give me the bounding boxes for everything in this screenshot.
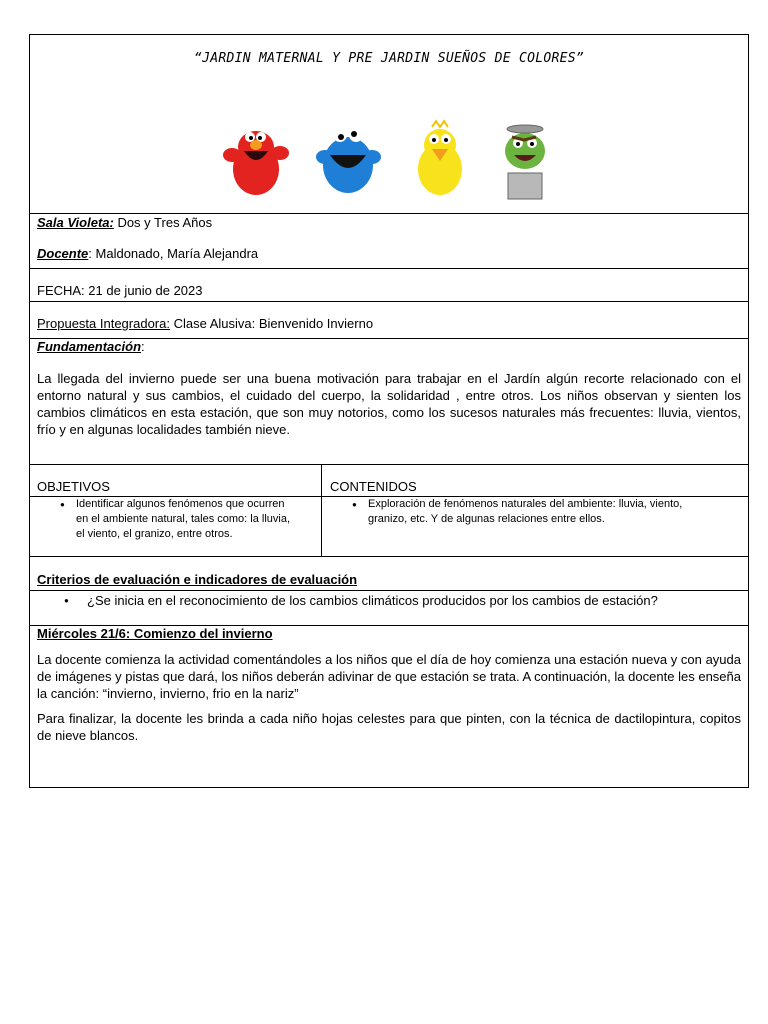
actividad-paragraph-1: La docente comienza la actividad comentándoles a los niños que el día de hoy comienza una estación nueva y con ayuda de imágenes y pistas que dará, los niños deberán adivinar de que estación se trata. A continuación, la docente les enseña la canción: “invierno, invierno, frio en la nariz” bbox=[37, 652, 741, 701]
obj-cont-header-row bbox=[30, 465, 748, 497]
school-title: “JARDIN MATERNAL Y PRE JARDIN SUEÑOS DE COLORES” bbox=[193, 51, 585, 66]
actividad-paragraph-2: Para finalizar, la docente les brinda a cada niño hojas celestes para que pinten, con la técnica de dactilopintura, copitos de nieve blancos. bbox=[37, 711, 741, 743]
docente-value: : Maldonado, María Alejandra bbox=[88, 246, 259, 261]
contenidos-header: CONTENIDOS bbox=[330, 479, 417, 494]
criterio-text: ¿Se inicia en el reconocimiento de los cambios climáticos producidos por los cambios de estación? bbox=[87, 593, 658, 608]
sala-value: Dos y Tres Años bbox=[113, 215, 213, 230]
oscar-icon bbox=[505, 125, 545, 199]
fundamentacion-text: La llegada del invierno puede ser una buena motivación para trabajar en el Jardín algún recorte relacionado con el entorno natural y sus cambios, el cuidado del cuerpo, la solidaridad , entre otros. Los niños observan y sienten los cambios climáticos en esta estación, que son muy notorios, como los sucesos naturales más frecuentes: lluvia, vientos, frío y en algunas localidades también nieve. bbox=[37, 371, 741, 437]
contenido-item bbox=[322, 497, 718, 527]
cookie-monster-icon bbox=[316, 128, 381, 193]
objetivo-text: Identificar algunos fenómenos que ocurren en el ambiente natural, tales como: la lluvia, el viento, el granizo, entre otros. bbox=[76, 498, 291, 540]
actividad-title: Miércoles 21/6: Comienzo del invierno bbox=[37, 626, 273, 641]
contenido-text: Exploración de fenómenos naturales del ambiente: lluvia, viento, granizo, etc. Y de algunas relaciones entre ellos. bbox=[368, 498, 683, 525]
objetivos-header: OBJETIVOS bbox=[37, 479, 110, 494]
fundamentacion-colon: : bbox=[141, 339, 145, 354]
propuesta-row bbox=[30, 302, 748, 339]
fundamentacion-label: Fundamentación bbox=[37, 339, 142, 354]
propuesta-value: Clase Alusiva: Bienvenido Invierno bbox=[169, 316, 374, 331]
fecha-row bbox=[30, 269, 748, 302]
docente-label: Docente bbox=[37, 246, 89, 261]
document-table bbox=[29, 34, 749, 788]
fundamentacion-row bbox=[30, 339, 748, 465]
bullet-icon: ● bbox=[352, 500, 357, 509]
elmo-icon bbox=[223, 131, 289, 195]
sala-docente-row bbox=[30, 214, 748, 269]
objetivo-item bbox=[30, 497, 291, 542]
criterios-title-row bbox=[30, 557, 748, 591]
sala-label: Sala Violeta: bbox=[37, 215, 114, 230]
header-row bbox=[30, 35, 748, 214]
criterio-item bbox=[42, 593, 741, 608]
criterios-title: Criterios de evaluación e indicadores de evaluación bbox=[37, 572, 358, 587]
fecha-text: FECHA: 21 de junio de 2023 bbox=[37, 283, 203, 298]
obj-cont-body-row bbox=[30, 497, 748, 557]
propuesta-label: Propuesta Integradora: bbox=[37, 316, 170, 331]
big-bird-icon bbox=[418, 121, 462, 195]
characters-illustration bbox=[220, 117, 580, 201]
bullet-icon: ● bbox=[64, 596, 69, 605]
actividad-row bbox=[30, 626, 748, 787]
criterios-item-row bbox=[30, 591, 748, 626]
bullet-icon: ● bbox=[60, 500, 65, 509]
